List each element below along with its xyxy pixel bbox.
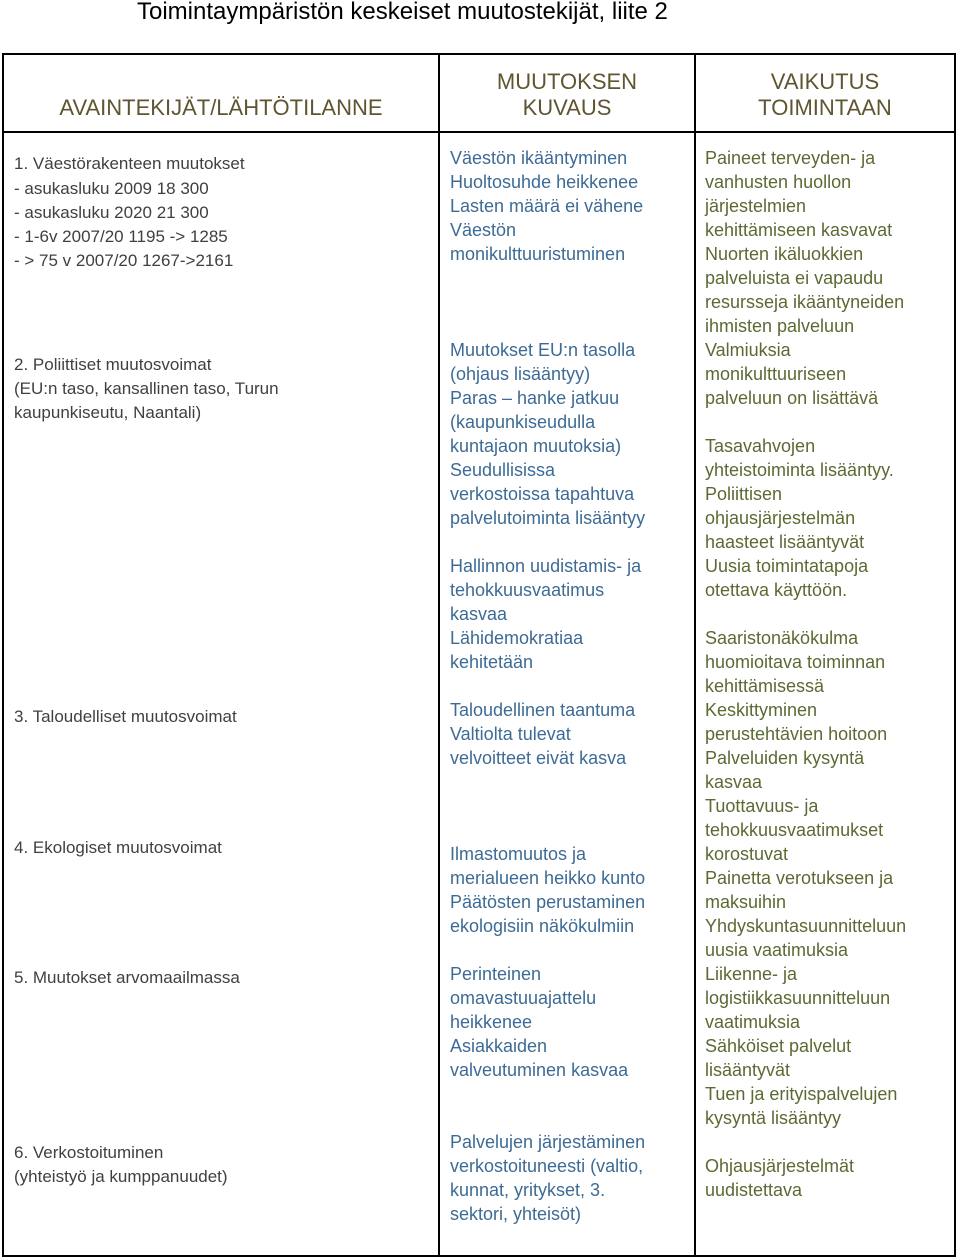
population-bullet: - asukasluku 2009 18 300 [14, 179, 209, 198]
impact-line: kasvaa [705, 772, 763, 792]
change-description-line: Hallinnon uudistamis- ja [450, 556, 642, 576]
change-description-line: velvoitteet eivät kasva [450, 748, 627, 768]
change-description-line: ekologisiin näkökulmiin [450, 916, 635, 936]
population-bullet: - 1-6v 2007/20 1195 -> 1285 [14, 227, 228, 246]
impact-line: Paineet terveyden- ja [705, 148, 876, 168]
impact-line: Yhdyskuntasuunnitteluun [705, 916, 907, 936]
header-impact [696, 55, 954, 131]
header-key-factors-label: AVAINTEKIJÄT/LÄHTÖTILANNE [59, 95, 383, 120]
factor-political: 2. Poliittiset muutosvoimat [14, 355, 212, 374]
impact-line: kysyntä lisääntyy [705, 1108, 842, 1128]
impact-line: uudistettava [705, 1180, 803, 1200]
header-impact-line1: VAIKUTUS [770, 69, 880, 94]
impact-line: lisääntyvät [705, 1060, 791, 1080]
change-description-line: Muutokset EU:n tasolla [450, 340, 636, 360]
change-description-line: (ohjaus lisääntyy) [450, 364, 591, 384]
impact-line: Valmiuksia [705, 340, 791, 360]
change-description-line: (kaupunkiseudulla [450, 412, 596, 432]
change-description-line: heikkenee [450, 1012, 533, 1032]
change-description-line: omavastuuajattelu [450, 988, 597, 1008]
change-description-line: palvelutoiminta lisääntyy [450, 508, 646, 528]
header-key-factors [4, 55, 438, 131]
impact-line: maksuihin [705, 892, 787, 912]
change-description-line: Seudullisissa [450, 460, 556, 480]
change-description-line: kasvaa [450, 604, 508, 624]
change-description-line: sektori, yhteisöt) [450, 1204, 582, 1224]
change-description-line: monikulttuuristuminen [450, 244, 626, 264]
impact-line: Liikenne- ja [705, 964, 798, 984]
impact-line: Painetta verotukseen ja [705, 868, 894, 888]
change-description-line: Väestön ikääntyminen [450, 148, 628, 168]
change-description-line: Taloudellinen taantuma [450, 700, 636, 720]
change-description-line: verkostoituneesti (valtio, [450, 1156, 644, 1176]
impact-line: ihmisten palveluun [705, 316, 855, 336]
impact-line: Keskittyminen [705, 700, 818, 720]
impact-line: Uusia toimintatapoja [705, 556, 869, 576]
change-description-line: Perinteinen [450, 964, 542, 984]
change-description-line: kunnat, yritykset, 3. [450, 1180, 606, 1200]
population-bullet: - > 75 v 2007/20 1267->2161 [14, 251, 234, 270]
impact-line: Ohjausjärjestelmät [705, 1156, 855, 1176]
change-description-line: Päätösten perustaminen [450, 892, 646, 912]
page-title: Toimintaympäristön keskeiset muutostekijät, liite 2 [137, 0, 668, 25]
change-description-line: Huoltosuhde heikkenee [450, 172, 639, 192]
impact-line: Sähköiset palvelut [705, 1036, 852, 1056]
impact-line: huomioitava toiminnan [705, 652, 886, 672]
change-description-line: kuntajaon muutoksia) [450, 436, 622, 456]
impact-line: korostuvat [705, 844, 789, 864]
change-description-line: merialueen heikko kunto [450, 868, 646, 888]
change-description-line: Väestön [450, 220, 517, 240]
change-description-line: Palvelujen järjestäminen [450, 1132, 646, 1152]
factor-networking: 6. Verkostoituminen [14, 1143, 164, 1162]
change-description-line: Lasten määrä ei vähene [450, 196, 644, 216]
impact-line: ohjausjärjestelmän [705, 508, 856, 528]
impact-line: Tasavahvojen [705, 436, 816, 456]
impact-line: otettava käyttöön. [705, 580, 848, 600]
change-description-line: verkostoissa tapahtuva [450, 484, 635, 504]
impact-line: haasteet lisääntyvät [705, 532, 865, 552]
header-change-description [440, 55, 694, 131]
factor-population: 1. Väestörakenteen muutokset [14, 154, 245, 173]
column-divider [438, 55, 440, 1255]
impact-line: perustehtävien hoitoon [705, 724, 888, 744]
impact-line: resursseja ikääntyneiden [705, 292, 905, 312]
impact-line: järjestelmien [705, 196, 807, 216]
factor-ecological: 4. Ekologiset muutosvoimat [14, 838, 222, 857]
impact-line: vaatimuksia [705, 1012, 801, 1032]
change-description-line: Valtiolta tulevat [450, 724, 571, 744]
header-change-line2: KUVAUS [522, 95, 612, 120]
change-description-line: Lähidemokratiaa [450, 628, 584, 648]
population-bullet: - asukasluku 2020 21 300 [14, 203, 209, 222]
header-impact-line2: TOIMINTAAN [758, 95, 892, 120]
impact-line: yhteistoiminta lisääntyy. [705, 460, 894, 480]
factor-networking-detail: (yhteistyö ja kumppanuudet) [14, 1167, 228, 1186]
impact-line: Poliittisen [705, 484, 783, 504]
change-description-line: Paras – hanke jatkuu [450, 388, 620, 408]
impact-line: uusia vaatimuksia [705, 940, 849, 960]
change-description-line: Asiakkaiden [450, 1036, 548, 1056]
impact-line: Saaristonäkökulma [705, 628, 859, 648]
impact-line: kehittämiseen kasvavat [705, 220, 893, 240]
impact-line: Tuottavuus- ja [705, 796, 819, 816]
impact-line: logistiikkasuunnitteluun [705, 988, 891, 1008]
impact-line: palveluista ei vapaudu [705, 268, 884, 288]
factor-values: 5. Muutokset arvomaailmassa [14, 968, 240, 987]
change-description-line: Ilmastomuutos ja [450, 844, 587, 864]
impact-line: Palveluiden kysyntä [705, 748, 865, 768]
impact-line: Nuorten ikäluokkien [705, 244, 864, 264]
column-divider [694, 55, 696, 1255]
impact-line: Tuen ja erityispalvelujen [705, 1084, 898, 1104]
factors-table [2, 53, 956, 1257]
impact-line: palveluun on lisättävä [705, 388, 879, 408]
change-description-line: kehitetään [450, 652, 534, 672]
impact-line: tehokkuusvaatimukset [705, 820, 884, 840]
impact-line: kehittämisessä [705, 676, 825, 696]
header-divider [4, 131, 954, 133]
header-change-line1: MUUTOKSEN [496, 69, 638, 94]
factor-economic: 3. Taloudelliset muutosvoimat [14, 707, 237, 726]
factor-political-detail: kaupunkiseutu, Naantali) [14, 403, 202, 422]
change-description-line: valveutuminen kasvaa [450, 1060, 629, 1080]
change-description-line: tehokkuusvaatimus [450, 580, 605, 600]
factor-political-detail: (EU:n taso, kansallinen taso, Turun [14, 379, 279, 398]
impact-line: monikulttuuriseen [705, 364, 847, 384]
impact-line: vanhusten huollon [705, 172, 852, 192]
